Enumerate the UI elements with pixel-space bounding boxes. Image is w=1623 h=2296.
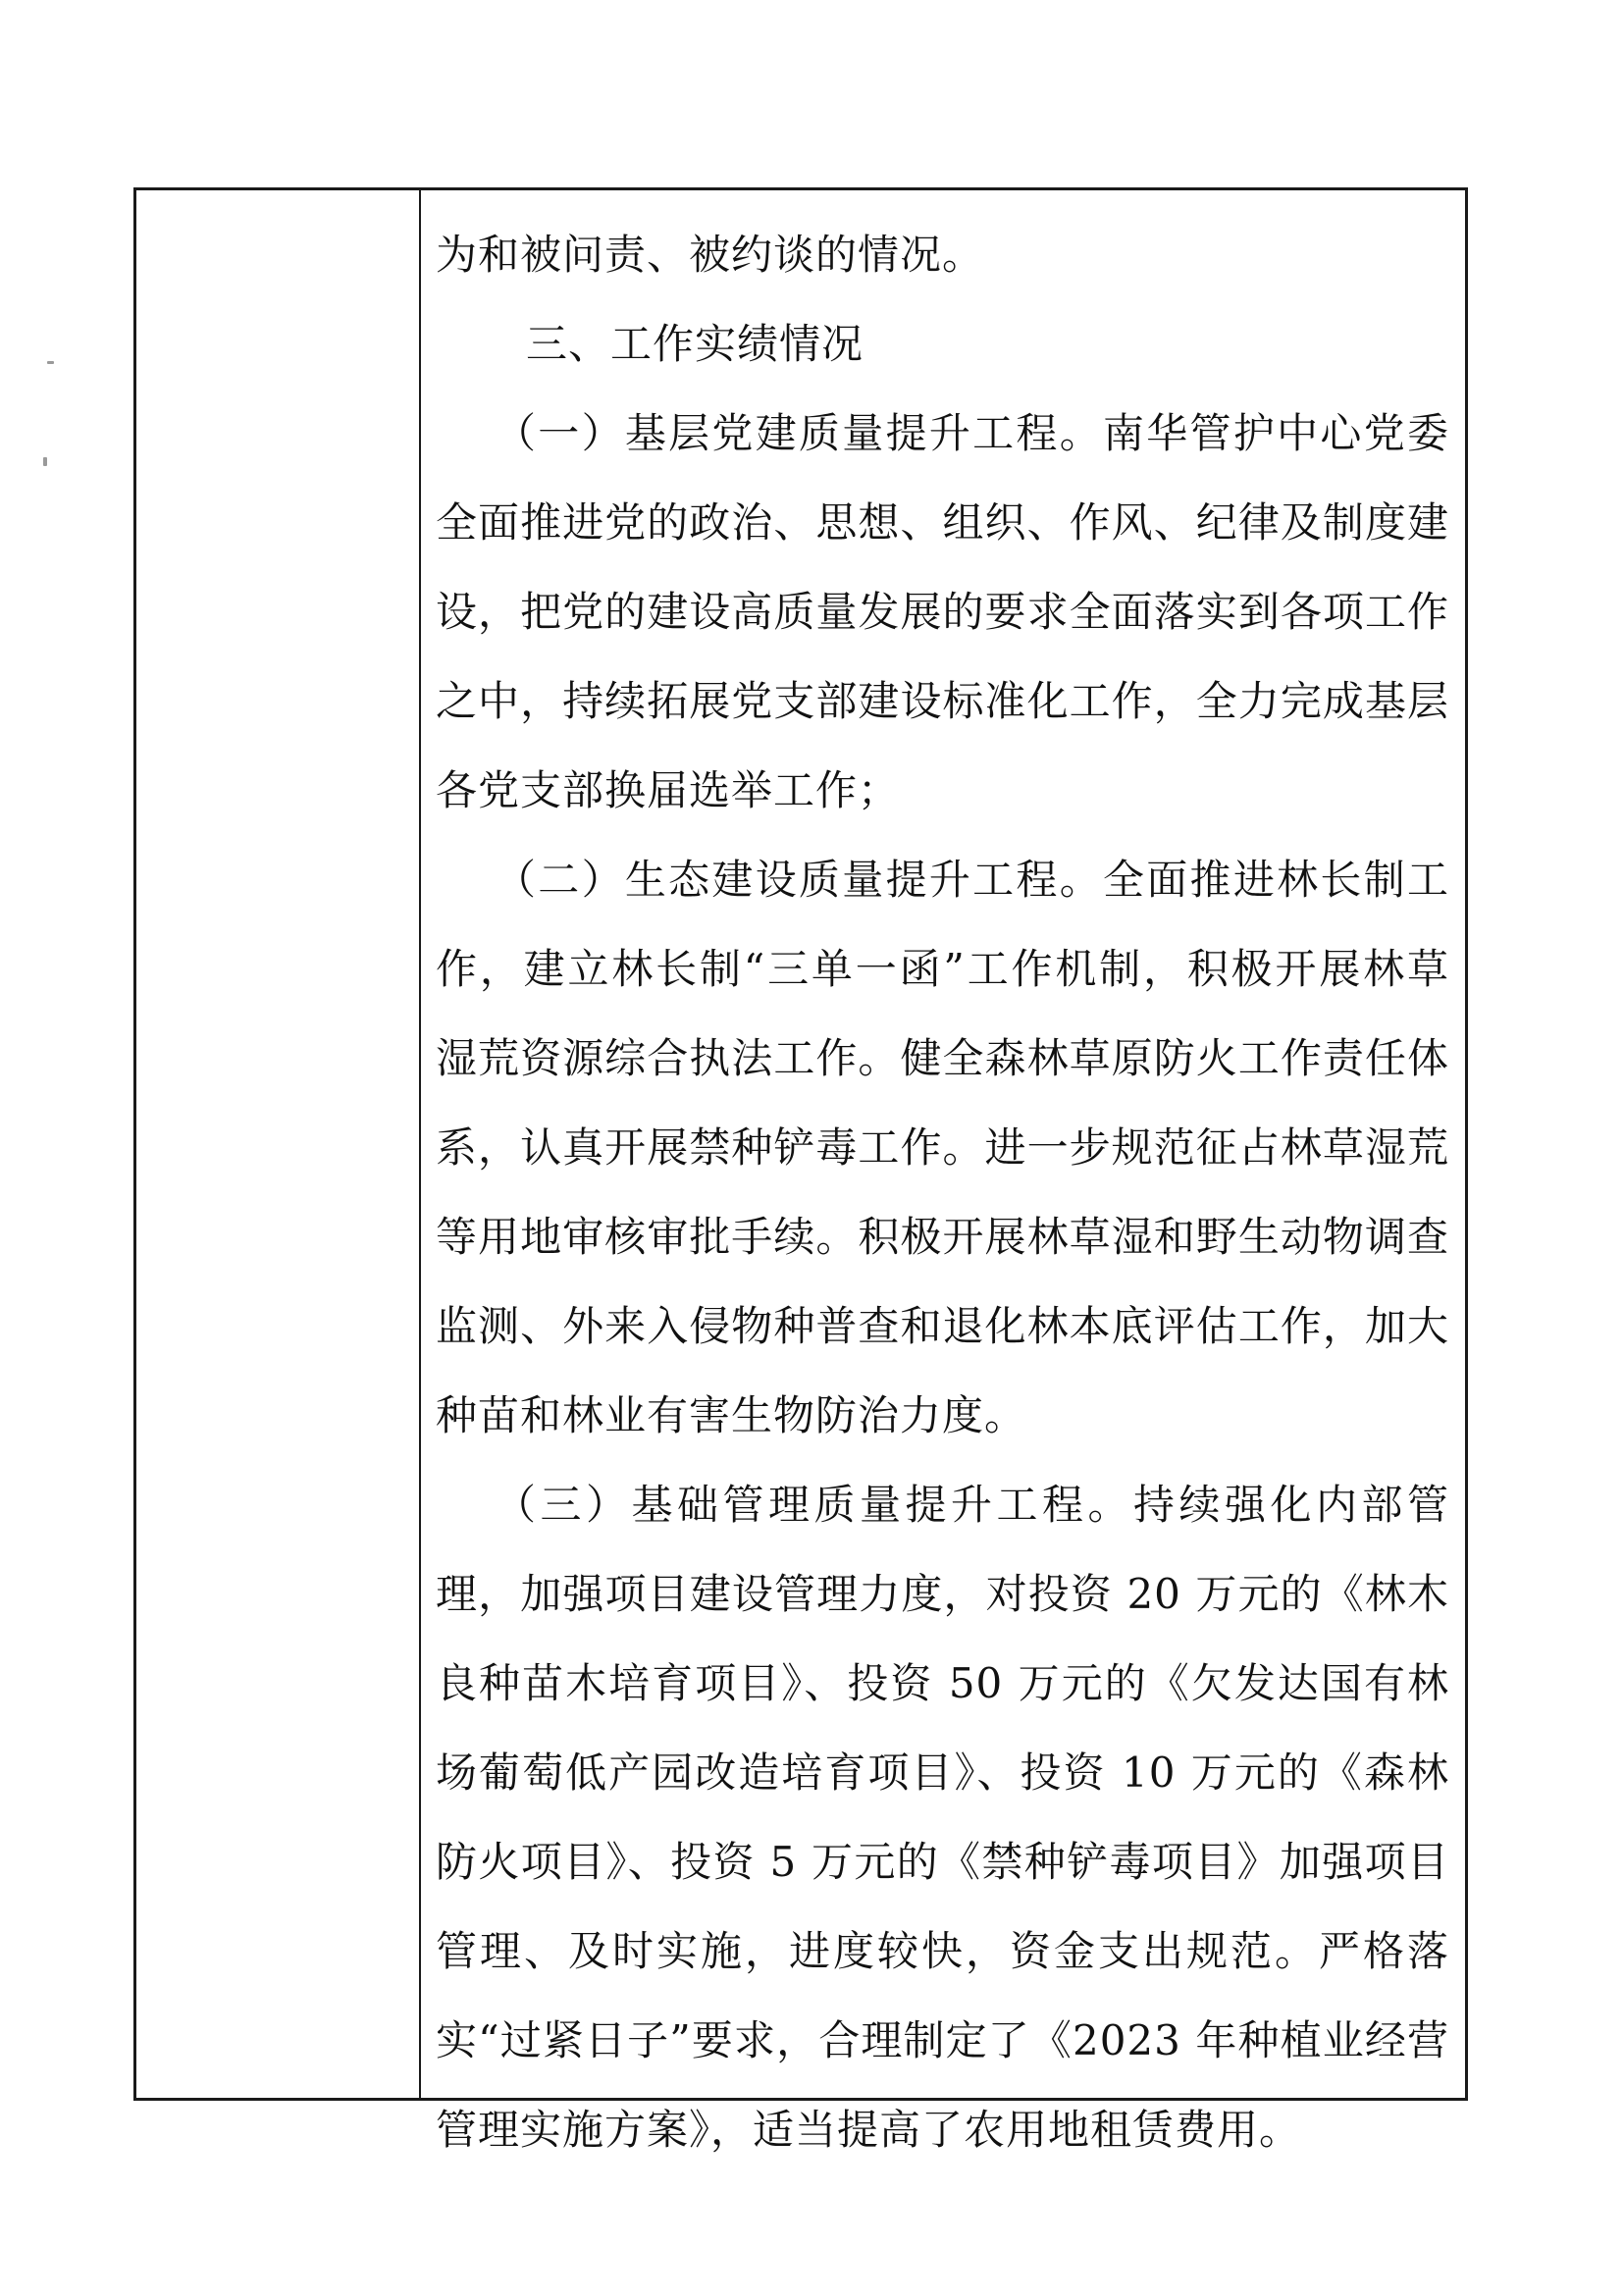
continuation-paragraph: 为和被问责、被约谈的情况。	[436, 231, 985, 279]
scan-speck	[43, 457, 47, 466]
paragraph-ecological-construction: （二）生态建设质量提升工程。全面推进林长制工作，建立林长制“三单一函”工作机制，积极开展林草湿荒资源综合执法工作。健全森林草原防火工作责任体系，认真开展禁种铲毒工作。进一步规范征占林草湿荒等用地审核审批手续。积极开展林草湿和野生动物调查监测、外来入侵物种普查和退化林本底评估工作，加大种苗和林业有害生物防治力度。	[436, 856, 1449, 1439]
paragraph-party-building: （一）基层党建质量提升工程。南华管护中心党委全面推进党的政治、思想、组织、作风、纪律及制度建设，把党的建设高质量发展的要求全面落实到各项工作之中，持续拓展党支部建设标准化工作，全力完成基层各党支部换届选举工作；	[436, 409, 1449, 814]
paragraph-basic-management: （三）基础管理质量提升工程。持续强化内部管理，加强项目建设管理力度，对投资 20 万元的《林木良种苗木培育项目》、投资 50 万元的《欠发达国有林场葡萄低产园改造培育项目》、投资 10 万元的《森林防火项目》、投资 5 万元的《禁种铲毒项目》加强项目管理、及时实施，进度较快，资金支出规范。严格落实“过紧日子”要求，合理制定了《2023 年种植业经营管理实施方案》，适当提高了农用地租赁费用。	[436, 1481, 1449, 2154]
document-table	[133, 187, 1468, 2154]
table-content-cell	[421, 190, 1465, 2154]
table-left-cell	[136, 190, 421, 2098]
section-heading: 三、工作实绩情况	[526, 320, 864, 368]
scan-speck	[47, 361, 54, 364]
